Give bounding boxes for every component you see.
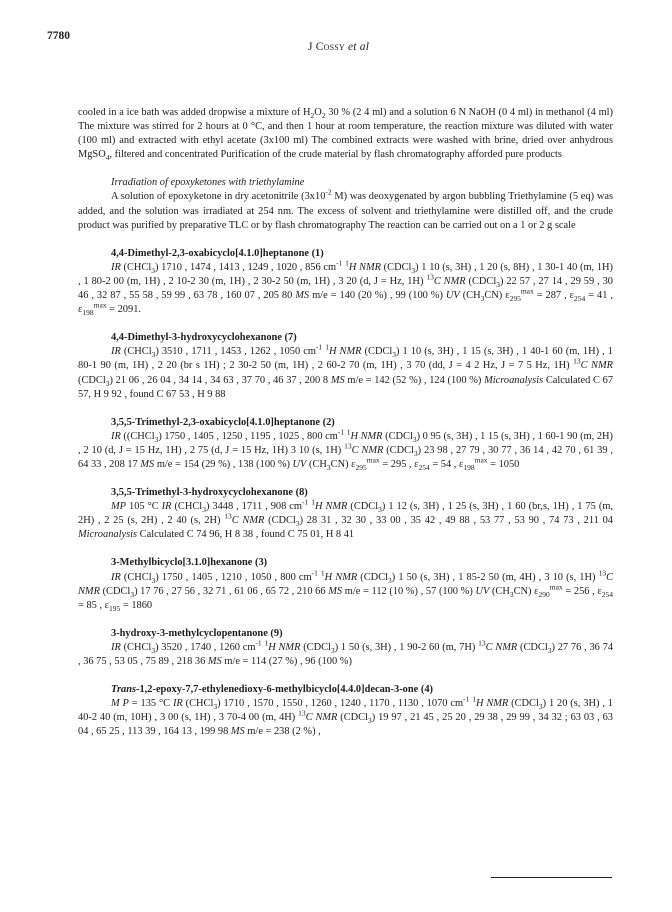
sub: 2 — [310, 111, 315, 121]
ir-label: IR — [111, 430, 121, 442]
hnmr-text: (CDCl — [357, 571, 389, 583]
intro-text-a: cooled in a ice bath was added dropwise a mixture of H — [78, 107, 311, 118]
intro-text-b: O — [314, 107, 322, 118]
author-initial: J — [308, 41, 316, 53]
ir-text: ((CHCl — [120, 430, 155, 442]
hnmr-values: ) 1 50 (s, 3H) , 1 90-2 60 (m, 7H) — [334, 641, 476, 653]
sub: 3 — [213, 702, 218, 712]
compound-entry — [78, 486, 613, 542]
sub: 3 — [151, 575, 156, 585]
sub: 3 — [538, 702, 543, 712]
sub: 3 — [496, 280, 500, 290]
uv-label: UV — [445, 290, 460, 302]
sup: 13 — [598, 568, 607, 578]
compound-entry — [78, 416, 613, 472]
sup: 13 — [344, 441, 352, 451]
sup: 13 — [573, 356, 581, 366]
ir-label: IR — [111, 571, 121, 583]
uv-label: UV — [292, 458, 307, 470]
uv-text: = 1050 — [487, 458, 520, 470]
compound-data — [78, 568, 614, 613]
hnmr-text: (CDCl — [347, 501, 379, 513]
cnmr-text: (CDCl — [383, 444, 414, 456]
sub: 2 — [321, 111, 326, 121]
uv-text: CN) ε — [330, 458, 356, 470]
compound-data — [78, 427, 613, 473]
sup: max — [366, 455, 380, 465]
sub: 198 — [82, 308, 94, 318]
sub: 3 — [151, 645, 156, 655]
sub: 3 — [480, 294, 485, 304]
ir-values: ) 3510 , 1711 , 1453 , 1262 , 1050 cm — [155, 346, 316, 358]
intro-text-d: , filtered and concentrated Purification of the crude material by flash chromatography afforded pure products — [109, 149, 562, 161]
sup: max — [93, 300, 107, 310]
sup: 1 — [264, 638, 269, 648]
compound-entry — [78, 247, 613, 317]
mp-label: M P — [111, 698, 129, 710]
sup: -1 — [336, 258, 343, 268]
uv-text: CN) ε — [513, 585, 539, 597]
article-body — [78, 106, 613, 739]
ms-values: m/e = 114 (27 %) , 96 (100 %) — [221, 656, 352, 667]
ir-text: (CHCl — [120, 261, 152, 273]
compound-entry — [78, 683, 613, 739]
uv-text: (CH — [459, 290, 481, 302]
sup: -1 — [315, 342, 323, 352]
ms-values: m/e = 140 (20 %) , 99 (100 %) — [309, 290, 443, 302]
ms-label: MS — [230, 726, 245, 738]
hnmr-label: H NMR — [314, 501, 348, 513]
ir-label: IR — [111, 346, 121, 358]
sub: 3 — [378, 505, 382, 515]
sup: 13 — [478, 638, 486, 648]
sup: 13 — [224, 511, 232, 521]
footnote-rule — [491, 877, 612, 878]
mp-label: MP — [111, 501, 127, 513]
sub: 3 — [151, 350, 156, 360]
ir-label: IR — [111, 641, 121, 653]
section-title: Irradiation of epoxyketones with triethylamine — [111, 177, 305, 189]
section-paragraph — [78, 190, 613, 232]
compound-name: 4,4-Dimethyl-2,3-oxabicyclo[4.1.0]heptanone (1) — [111, 247, 324, 259]
sub: 3 — [105, 378, 110, 388]
uv-text: (CH — [306, 458, 327, 470]
compound-entry — [78, 556, 613, 612]
sup: max — [520, 286, 534, 296]
ms-label: MS — [330, 374, 345, 386]
sup: -1 — [301, 497, 309, 507]
section-text-a: A solution of epoxyketone in dry acetonitrile (3x10 — [111, 191, 326, 203]
ir-text: (CHCl — [120, 641, 152, 653]
hnmr-values: ) 1 10 (s, 3H) , 1 20 (s, 8H) , 1 30-1 40 (m, 1H) , 1 80-2 00 (m, 1H) , 2 10-2 30 (m, 1H) , 2 30-2 50 (m, 1H) , 3 20 (d, J = Hz, 1H) — [78, 261, 614, 287]
sub: 3 — [413, 448, 418, 458]
sub: 254 — [601, 589, 614, 599]
hnmr-label: H NMR — [329, 346, 362, 358]
sup: 1 — [345, 258, 349, 268]
cnmr-values: ) 27 76 , 36 74 , 36 75 , 53 05 , 75 89 , 218 36 — [78, 641, 614, 667]
sub: 3 — [411, 265, 416, 275]
sup: 1 — [346, 427, 351, 437]
cnmr-text: (CDCl — [465, 275, 497, 287]
ms-values: m/e = 142 (52 %) , 124 (100 %) — [344, 374, 482, 386]
cnmr-label: C NMR — [580, 360, 613, 372]
sub: 3 — [388, 575, 392, 585]
ms-label: MS — [328, 585, 343, 597]
ms-label: MS — [140, 458, 155, 470]
cnmr-label: C NMR — [351, 444, 384, 456]
uv-label: UV — [475, 585, 490, 597]
hnmr-text: (CDCl — [508, 698, 539, 710]
sub: 3 — [412, 434, 417, 444]
sup: 1 — [320, 568, 325, 578]
sub: 3 — [154, 434, 159, 444]
compound-name: 3-Methylbicyclo[3.1.0]hexanone (3) — [111, 557, 268, 569]
et-al: et al — [344, 41, 370, 53]
uv-text: = 295 , ε — [379, 458, 419, 470]
ms-label: MS — [295, 290, 310, 302]
compound-data — [78, 638, 614, 669]
cnmr-label: C NMR — [485, 641, 518, 653]
compound-name: 3,5,5-Trimethyl-3-hydroxycyclohexanone (8) — [111, 487, 308, 499]
sub: 3 — [151, 265, 155, 275]
sup: -1 — [255, 638, 262, 648]
cnmr-text: (CDCl — [264, 515, 296, 527]
sup: -1 — [311, 568, 318, 578]
microanalysis-label: Microanalysis — [78, 529, 138, 541]
cnmr-label: C NMR — [231, 515, 265, 527]
ir-values: ) 3448 , 1711 , 908 cm — [205, 501, 302, 513]
sup: 1 — [311, 497, 315, 507]
sub: 295 — [509, 294, 521, 304]
compound-name: 4,4-Dimethyl-3-hydroxycyclohexanone (7) — [111, 332, 297, 344]
compound-name: 3,5,5-Trimethyl-2,3-oxabicyclo[4.1.0]heptanone (2) — [111, 416, 335, 428]
hnmr-text: (CDCl — [382, 430, 413, 442]
microanalysis-label: Microanalysis — [484, 374, 544, 386]
sub: 254 — [574, 294, 586, 304]
cnmr-values: ) 17 76 , 27 56 , 32 71 , 61 06 , 65 72 , 210 66 — [134, 585, 326, 597]
mp-value: 105 °C — [126, 501, 159, 513]
hnmr-values: ) 1 10 (s, 3H) , 1 15 (s, 3H) , 1 40-1 60 (m, 1H) , 1 80-1 90 (m, 1H) , 2 20 (br s 1H) ; 2 30-2 50 (m, 1H) , 2 60-2 70 (m, 1H) , 3 70 (dd, J = 4 2 Hz, J = 7 5 Hz, 1H) — [78, 346, 613, 372]
compound-entry — [78, 627, 613, 669]
section-text-b: M) was deoxygenated by argon bubbling Triethylamine (5 eq) was added, and the solution was irradiated at 254 nm. The excess of solvent and triethylamine were distilled off, and the crude product was purified by preparative TLC or by flash chromatography The reaction can be carried out on a 1 or 2 g scale — [78, 191, 613, 231]
ir-values: ) 1750 , 1405 , 1210 , 1050 , 800 cm — [155, 571, 312, 583]
sub: 3 — [330, 645, 335, 655]
ir-values: ) 1750 , 1405 , 1250 , 1195 , 1025 , 800 cm — [158, 430, 338, 442]
uv-text: = 1860 — [120, 599, 153, 611]
sub: 295 — [355, 463, 367, 473]
sup: 13 — [298, 708, 306, 718]
compound-data — [78, 694, 613, 739]
sup: 13 — [426, 272, 434, 282]
ir-text: (CHCl — [182, 698, 214, 710]
ir-text: (CHCl — [120, 571, 152, 583]
cnmr-values: ) 22 57 , 27 14 , 29 59 , 30 46 , 32 87 , 55 58 , 59 99 , 63 78 , 160 07 , 205 80 — [78, 275, 613, 302]
hnmr-label: H NMR — [324, 571, 358, 583]
compound-name-rest: -1,2-epoxy-7,7-ethylenedioxy-6-methylbicyclo[4.4.0]decan-3-one (4) — [136, 684, 433, 696]
sub: 3 — [295, 519, 300, 529]
sub: 3 — [368, 716, 372, 726]
ms-values: m/e = 112 (10 %) , 57 (100 %) — [342, 585, 473, 597]
cnmr-values: ) 19 97 , 21 45 , 25 20 , 29 38 , 29 99 , 34 32 ; 63 03 , 63 04 , 65 25 , 113 39 , 164 13 , 199 98 — [78, 712, 613, 738]
hnmr-text: (CDCl — [361, 346, 393, 358]
compound-name: 3-hydroxy-3-methylcyclopentanone (9) — [111, 627, 283, 639]
cnmr-values: ) 21 06 , 26 04 , 34 14 , 34 63 , 37 70 , 46 37 , 200 8 — [109, 374, 329, 386]
sub: 3 — [392, 350, 397, 360]
compound-data — [78, 342, 614, 401]
sup: -1 — [337, 427, 345, 437]
compound-data — [78, 497, 614, 542]
sup: max — [549, 582, 563, 592]
hnmr-label: H NMR — [350, 430, 383, 442]
ir-text: (CHCl — [120, 346, 152, 358]
ir-text: (CHCl — [171, 501, 203, 513]
uv-text: = 256 , ε — [562, 585, 602, 597]
cnmr-values: ) 23 98 , 27 79 , 30 77 , 36 14 , 42 70 , 61 39 , 64 33 , 208 17 — [78, 444, 613, 470]
cnmr-text: (CDCl — [517, 641, 548, 653]
sup: 1 — [472, 694, 476, 704]
hnmr-label: H NMR — [348, 261, 381, 273]
intro-text-c: 30 % (2 4 ml) and a solution 6 N NaOH (0 4 ml) in methanol (4 ml) The mixture was stirred for 2 hours at 0 °C, and then 1 hour at room temperature, the reaction mixture was diluted with water (100 ml) and extracted with ethyl acetate (3x100 ml) The combined extracts were washed with brine, dried over anhydrous MgSO — [78, 107, 613, 161]
microanalysis-values: Calculated C 74 96, H 8 38 , found C 75 01, H 8 41 — [137, 529, 355, 541]
uv-text: = 54 , ε — [429, 458, 464, 470]
uv-text: CN) ε — [484, 290, 510, 302]
uv-text: = 287 , ε — [533, 290, 574, 302]
cnmr-label: C NMR — [78, 571, 613, 597]
ir-values: ) 3520 , 1740 , 1260 cm — [155, 641, 256, 653]
hnmr-values: ) 1 50 (s, 3H) , 1 85-2 50 (m, 4H) , 3 10 (s, 1H) — [391, 571, 596, 583]
sub: 3 — [202, 505, 206, 515]
mp-value: = 135 °C — [128, 698, 171, 710]
compound-name — [111, 683, 613, 697]
compound-name-italic: Trans — [111, 684, 137, 696]
hnmr-values: ) 1 12 (s, 3H) , 1 25 (s, 3H) , 1 60 (br,s, 1H) , 1 75 (m, 2H) , 2 25 (s, 2H) , 2 40 (s, 2H) — [78, 501, 614, 527]
ms-label: MS — [207, 656, 222, 667]
cnmr-text: (CDCl — [337, 712, 369, 724]
cnmr-label: C NMR — [305, 712, 338, 724]
sup: -1 — [463, 694, 470, 704]
sup: 1 — [325, 342, 329, 352]
uv-text: = 85 , ε — [78, 599, 110, 611]
cnmr-label: C NMR — [433, 275, 466, 287]
ir-values: ) 1710 , 1570 , 1550 , 1260 , 1240 , 1170 , 1130 , 1070 cm — [217, 698, 464, 710]
sub: 3 — [547, 645, 552, 655]
sub: 290 — [538, 589, 550, 599]
cnmr-values: ) 28 31 , 32 30 , 33 00 , 35 42 , 49 88 , 53 77 , 53 90 , 74 73 , 211 04 — [299, 515, 614, 527]
sub: 3 — [509, 589, 514, 599]
uv-text: = 41 , ε — [78, 290, 613, 316]
ir-label: IR — [111, 261, 121, 273]
uv-text: = 2091. — [106, 304, 141, 316]
hnmr-values: ) 0 95 (s, 3H) , 1 15 (s, 3H) , 1 60-1 90 (m, 2H) , 2 10 (d, J = 15 Hz, 1H) , 2 75 (d, J = 15 Hz, 1H) 3 10 (s, 1H) — [78, 430, 613, 456]
sup: max — [474, 455, 488, 465]
author-surname: Cossy — [315, 41, 345, 53]
sub: 198 — [463, 463, 475, 473]
compound-data — [78, 258, 614, 318]
ir-values: ) 1710 , 1474 , 1413 , 1249 , 1020 , 856 cm — [154, 261, 337, 273]
sub: 254 — [418, 463, 430, 473]
sub: 3 — [326, 463, 331, 473]
hnmr-values: ) 1 20 (s, 3H) , 1 40-2 40 (m, 10H) , 3 00 (s, 1H) , 3 70-4 00 (m, 4H) — [78, 698, 613, 724]
page-number: 7780 — [47, 30, 70, 42]
ir-label: IR — [172, 698, 183, 710]
ir-label: IR — [161, 501, 172, 513]
uv-text: (CH — [489, 585, 510, 597]
cnmr-text: (CDCl — [78, 374, 106, 386]
ms-values: m/e = 154 (29 %) , 138 (100 %) — [154, 458, 290, 470]
sub: 4 — [105, 153, 110, 163]
microanalysis-values: Calculated C 67 57, H 9 92 , found C 67 53 , H 9 88 — [78, 374, 614, 400]
hnmr-text: (CDCl — [380, 261, 412, 273]
ms-values: m/e = 238 (2 %) , — [244, 726, 321, 738]
sub: 3 — [130, 589, 135, 599]
running-head — [308, 40, 369, 54]
compound-entry — [78, 331, 613, 401]
exponent: -2 — [325, 188, 332, 197]
sub: 195 — [109, 603, 121, 613]
hnmr-text: (CDCl — [300, 641, 331, 653]
intro-paragraph — [78, 106, 613, 162]
cnmr-text: (CDCl — [99, 585, 131, 597]
hnmr-label: H NMR — [475, 698, 509, 710]
hnmr-label: H NMR — [268, 641, 301, 653]
